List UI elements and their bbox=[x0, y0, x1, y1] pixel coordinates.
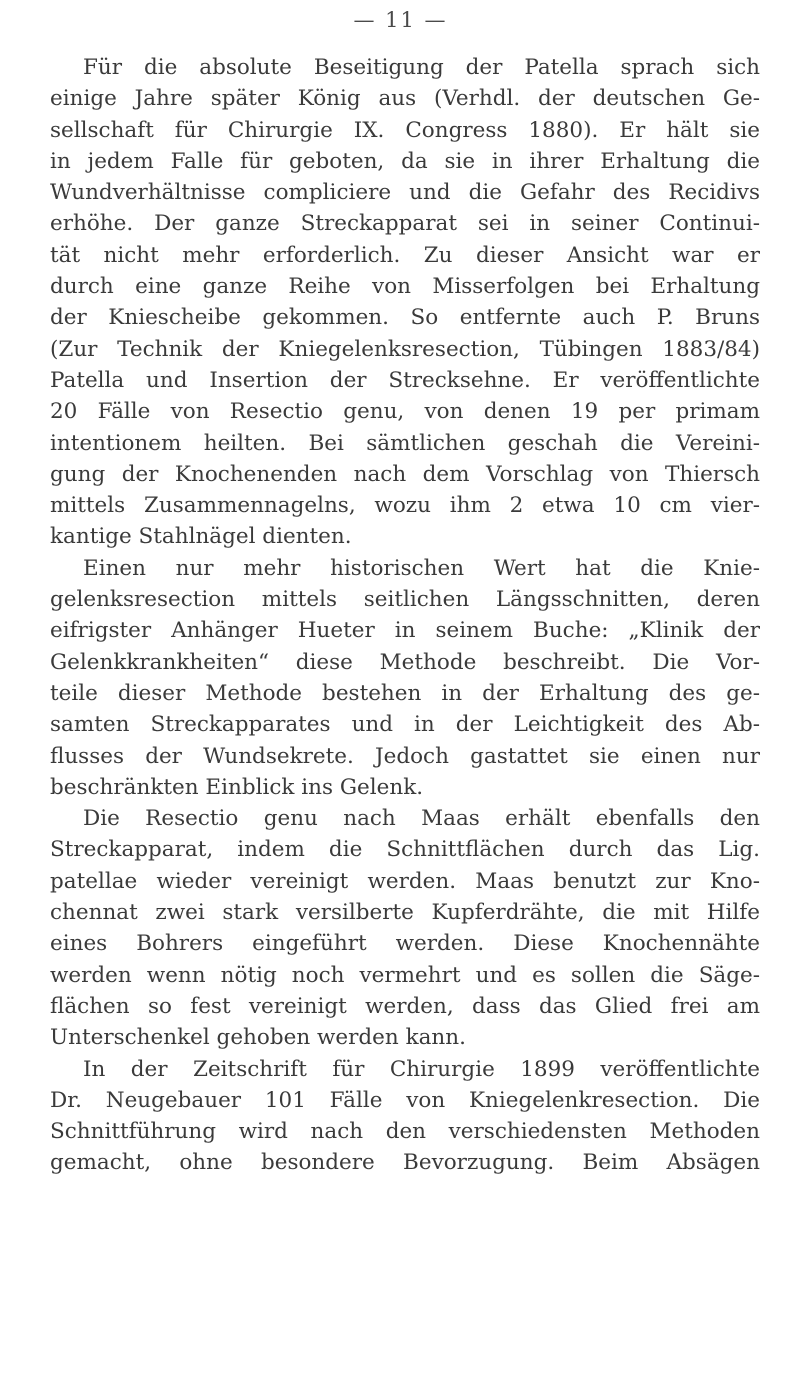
body-text bbox=[50, 52, 760, 1179]
text-line: samten Streckapparates und in der Leichtigkeit des Ab- bbox=[50, 712, 760, 738]
text-line: Für die absolute Beseitigung der Patella sprach sich bbox=[83, 55, 760, 80]
text-line: chennat zwei stark versilberte Kupferdrähte, die mit Hilfe bbox=[50, 900, 760, 926]
text-line: intentionem heilten. Bei sämtlichen geschah die Vereini- bbox=[50, 430, 760, 456]
text-line: In der Zeitschrift für Chirurgie 1899 veröffentlichte bbox=[83, 1056, 760, 1082]
text-line: mittels Zusammennagelns, wozu ihm 2 etwa 10 cm vier- bbox=[50, 493, 760, 519]
text-line: Einen nur mehr historischen Wert hat die Knie- bbox=[83, 555, 760, 581]
text-line: 20 Fälle von Resectio genu, von denen 19 per primam bbox=[50, 399, 760, 425]
text-line: eines Bohrers eingeführt werden. Diese Knochennähte bbox=[50, 931, 760, 957]
text-line: Schnittführung wird nach den verschiedensten Methoden bbox=[50, 1119, 760, 1145]
text-line: (Zur Technik der Kniegelenksresection, Tübingen 1883/84) bbox=[50, 336, 760, 362]
text-line: gelenksresection mittels seitlichen Längsschnitten, deren bbox=[50, 587, 760, 613]
text-line: tät nicht mehr erforderlich. Zu dieser Ansicht war er bbox=[50, 242, 760, 268]
text-line: in jedem Falle für geboten, da sie in ihrer Erhaltung die bbox=[50, 148, 760, 174]
page-number-header: — 11 — bbox=[353, 8, 448, 32]
text-line: durch eine ganze Reihe von Misserfolgen bei Erhaltung bbox=[50, 274, 760, 300]
text-line: teile dieser Methode bestehen in der Erhaltung des ge- bbox=[50, 680, 760, 706]
text-line: gung der Knochenenden nach dem Vorschlag von Thiersch bbox=[50, 461, 760, 487]
text-line: werden wenn nötig noch vermehrt und es sollen die Säge- bbox=[50, 962, 760, 988]
text-line: eifrigster Anhänger Hueter in seinem Buche: „Klinik der bbox=[50, 618, 760, 644]
text-line: Patella und Insertion der Strecksehne. Er veröffentlichte bbox=[50, 367, 760, 393]
text-line: Die Resectio genu nach Maas erhält ebenfalls den bbox=[83, 806, 760, 832]
text-line: einige Jahre später König aus (Verhdl. der deutschen Ge- bbox=[50, 86, 760, 112]
text-line: sellschaft für Chirurgie IX. Congress 1880). Er hält sie bbox=[50, 117, 760, 143]
text-line: gemacht, ohne besondere Bevorzugung. Beim Absägen bbox=[50, 1150, 760, 1176]
text-line: kantige Stahlnägel dienten. bbox=[50, 524, 352, 550]
text-line: Gelenkkrankheiten“ diese Methode beschreibt. Die Vor- bbox=[50, 649, 760, 675]
text-line: flusses der Wundsekrete. Jedoch gastattet sie einen nur bbox=[50, 743, 760, 769]
text-line: erhöhe. Der ganze Streckapparat sei in seiner Continui- bbox=[50, 211, 760, 237]
text-line: der Kniescheibe gekommen. So entfernte auch P. Bruns bbox=[50, 305, 760, 331]
text-line: Streckapparat, indem die Schnittflächen durch das Lig. bbox=[50, 837, 760, 863]
text-line: Wundverhältnisse compliciere und die Gefahr des Recidivs bbox=[50, 180, 760, 206]
text-line: flächen so fest vereinigt werden, dass das Glied frei am bbox=[50, 993, 760, 1019]
text-line: patellae wieder vereinigt werden. Maas benutzt zur Kno- bbox=[50, 868, 760, 894]
text-line: Dr. Neugebauer 101 Fälle von Kniegelenkresection. Die bbox=[50, 1087, 760, 1113]
text-line: beschränkten Einblick ins Gelenk. bbox=[50, 774, 424, 800]
text-line: Unterschenkel gehoben werden kann. bbox=[50, 1025, 466, 1051]
